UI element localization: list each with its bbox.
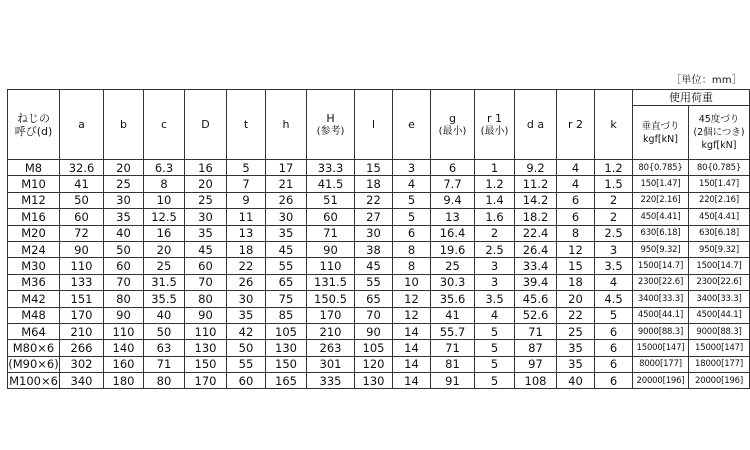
cell-da: 52.6: [515, 307, 557, 323]
cell-H: 33.3: [307, 160, 355, 176]
cell-D: 45: [185, 241, 227, 257]
cell-d45: 4500[44.1]: [689, 307, 750, 323]
cell-da: 97: [515, 356, 557, 372]
cell-e: 14: [393, 340, 431, 356]
header-b: b: [104, 90, 144, 160]
cell-D: 130: [185, 340, 227, 356]
cell-a: 32.6: [60, 160, 104, 176]
cell-h: 35: [266, 225, 307, 241]
cell-r2: 35: [557, 356, 595, 372]
cell-a: 133: [60, 274, 104, 290]
cell-r1: 1.4: [475, 192, 515, 208]
cell-d45: 3400[33.3]: [689, 291, 750, 307]
cell-l: 55: [355, 274, 393, 290]
cell-v: 220[2.16]: [633, 192, 689, 208]
cell-r1: 3.5: [475, 291, 515, 307]
cell-v: 9000[88.3]: [633, 323, 689, 339]
cell-c: 25: [144, 258, 185, 274]
cell-size: M16: [8, 209, 60, 225]
cell-k: 1.2: [595, 160, 633, 176]
cell-e: 5: [393, 209, 431, 225]
cell-c: 71: [144, 356, 185, 372]
cell-H: 131.5: [307, 274, 355, 290]
cell-b: 50: [104, 241, 144, 257]
cell-g: 55.7: [431, 323, 475, 339]
cell-d45: 9000[88.3]: [689, 323, 750, 339]
cell-b: 60: [104, 258, 144, 274]
cell-h: 17: [266, 160, 307, 176]
table-body: [8, 160, 750, 389]
cell-size: M8: [8, 160, 60, 176]
cell-r2: 6: [557, 209, 595, 225]
cell-k: 4.5: [595, 291, 633, 307]
cell-v: 1500[14.7]: [633, 258, 689, 274]
header-D: D: [185, 90, 227, 160]
cell-l: 65: [355, 291, 393, 307]
cell-size: M100×6: [9, 373, 58, 388]
cell-D: 20: [185, 176, 227, 192]
cell-b: 110: [104, 323, 144, 339]
cell-da: 11.2: [515, 176, 557, 192]
header-h: h: [266, 90, 307, 160]
cell-c: 12.5: [144, 209, 185, 225]
cell-k: 3: [595, 241, 633, 257]
cell-e: 5: [393, 192, 431, 208]
unit-note: ［単位：mm］: [671, 75, 742, 86]
cell-k: 4: [595, 274, 633, 290]
cell-D: 30: [185, 209, 227, 225]
cell-r2: 22: [557, 307, 595, 323]
cell-e: 8: [393, 241, 431, 257]
cell-l: 38: [355, 241, 393, 257]
cell-b: 20: [104, 160, 144, 176]
cell-d45: 18000[177]: [689, 356, 750, 372]
cell-e: 6: [393, 225, 431, 241]
cell-v: 80{0.785}: [633, 160, 689, 176]
cell-l: 120: [355, 356, 393, 372]
cell-v: 950[9.32]: [633, 241, 689, 257]
cell-t: 55: [227, 356, 266, 372]
cell-t: 35: [227, 307, 266, 323]
cell-D: 16: [185, 160, 227, 176]
cell-k: 5: [595, 307, 633, 323]
cell-a: 50: [60, 192, 104, 208]
table-row: [8, 356, 750, 372]
spec-table: [7, 89, 750, 389]
cell-d45: 220[2.16]: [689, 192, 750, 208]
header-da: d a: [515, 90, 557, 160]
cell-c: 40: [144, 307, 185, 323]
cell-c: 35.5: [144, 291, 185, 307]
cell-c: 8: [144, 176, 185, 192]
cell-H: 150.5: [307, 291, 355, 307]
cell-b: 70: [104, 274, 144, 290]
cell-l: 105: [355, 340, 393, 356]
cell-a: 72: [60, 225, 104, 241]
cell-r2: 35: [557, 340, 595, 356]
cell-e: 8: [393, 258, 431, 274]
cell-v: 15000[147]: [633, 340, 689, 356]
cell-da: 45.6: [515, 291, 557, 307]
cell-e: 10: [393, 274, 431, 290]
table-row: [8, 241, 750, 257]
cell-t: 60: [227, 373, 266, 389]
cell-g: 9.4: [431, 192, 475, 208]
cell-c: 80: [144, 373, 185, 389]
table-row: [8, 373, 750, 389]
cell-g: 6: [431, 160, 475, 176]
cell-r1: 5: [475, 323, 515, 339]
cell-a: 340: [60, 373, 104, 389]
cell-g: 41: [431, 307, 475, 323]
cell-size: M64: [8, 323, 60, 339]
cell-d45: 1500[14.7]: [689, 258, 750, 274]
cell-r2: 15: [557, 258, 595, 274]
cell-g: 81: [431, 356, 475, 372]
cell-l: 130: [355, 373, 393, 389]
table-row: [8, 323, 750, 339]
cell-b: 140: [104, 340, 144, 356]
table-row: [8, 160, 750, 176]
cell-e: 14: [393, 373, 431, 389]
cell-r2: 18: [557, 274, 595, 290]
cell-D: 110: [185, 323, 227, 339]
cell-t: 11: [227, 209, 266, 225]
cell-b: 40: [104, 225, 144, 241]
cell-h: 85: [266, 307, 307, 323]
cell-l: 45: [355, 258, 393, 274]
cell-r1: 2: [475, 225, 515, 241]
cell-a: 151: [60, 291, 104, 307]
cell-da: 26.4: [515, 241, 557, 257]
cell-size: M48: [8, 307, 60, 323]
cell-r1: 5: [475, 356, 515, 372]
cell-da: 9.2: [515, 160, 557, 176]
cell-size: M30: [8, 258, 60, 274]
header-a: a: [60, 90, 104, 160]
cell-D: 35: [185, 225, 227, 241]
cell-t: 7: [227, 176, 266, 192]
cell-D: 60: [185, 258, 227, 274]
cell-h: 30: [266, 209, 307, 225]
cell-e: 3: [393, 160, 431, 176]
cell-H: 90: [307, 241, 355, 257]
cell-h: 55: [266, 258, 307, 274]
cell-g: 91: [431, 373, 475, 389]
cell-r1: 5: [475, 373, 515, 389]
cell-t: 13: [227, 225, 266, 241]
cell-r1: 3: [475, 274, 515, 290]
cell-h: 130: [266, 340, 307, 356]
cell-t: 50: [227, 340, 266, 356]
cell-v: 8000[177]: [633, 356, 689, 372]
cell-v: 150[1.47]: [633, 176, 689, 192]
cell-l: 18: [355, 176, 393, 192]
cell-v: 450[4.41]: [633, 209, 689, 225]
cell-r1: 1: [475, 160, 515, 176]
cell-d45: 450[4.41]: [689, 209, 750, 225]
cell-d45: 80{0.785}: [689, 160, 750, 176]
cell-c: 10: [144, 192, 185, 208]
table-row: [8, 340, 750, 356]
cell-g: 35.6: [431, 291, 475, 307]
cell-v: 3400[33.3]: [633, 291, 689, 307]
cell-D: 170: [185, 373, 227, 389]
cell-v: 2300[22.6]: [633, 274, 689, 290]
header-load-45: 45度づり (2個につき) kgf[kN]: [689, 106, 750, 160]
cell-r2: 25: [557, 323, 595, 339]
cell-h: 65: [266, 274, 307, 290]
cell-size: M10: [8, 176, 60, 192]
cell-size: M12: [8, 192, 60, 208]
cell-h: 75: [266, 291, 307, 307]
cell-r1: 5: [475, 340, 515, 356]
table-row: [8, 176, 750, 192]
cell-D: 150: [185, 356, 227, 372]
cell-g: 30.3: [431, 274, 475, 290]
cell-r2: 8: [557, 225, 595, 241]
cell-da: 14.2: [515, 192, 557, 208]
cell-H: 60: [307, 209, 355, 225]
cell-k: 6: [595, 340, 633, 356]
cell-e: 14: [393, 323, 431, 339]
header-e: e: [393, 90, 431, 160]
cell-H: 263: [307, 340, 355, 356]
cell-h: 150: [266, 356, 307, 372]
cell-da: 33.4: [515, 258, 557, 274]
table-header: [8, 90, 750, 160]
cell-a: 210: [60, 323, 104, 339]
cell-r1: 3: [475, 258, 515, 274]
cell-H: 71: [307, 225, 355, 241]
table-row: [8, 307, 750, 323]
cell-b: 90: [104, 307, 144, 323]
cell-e: 12: [393, 307, 431, 323]
cell-da: 18.2: [515, 209, 557, 225]
cell-c: 20: [144, 241, 185, 257]
cell-da: 39.4: [515, 274, 557, 290]
cell-k: 2: [595, 209, 633, 225]
cell-d45: 630[6.18]: [689, 225, 750, 241]
cell-c: 50: [144, 323, 185, 339]
table-row: [8, 291, 750, 307]
cell-l: 30: [355, 225, 393, 241]
cell-b: 30: [104, 192, 144, 208]
cell-d45: 15000[147]: [689, 340, 750, 356]
cell-b: 35: [104, 209, 144, 225]
cell-da: 22.4: [515, 225, 557, 241]
cell-size: M20: [8, 225, 60, 241]
cell-d45: 2300[22.6]: [689, 274, 750, 290]
cell-da: 71: [515, 323, 557, 339]
header-load-group: 使用荷重: [633, 90, 750, 106]
cell-d45: 20000[196]: [689, 373, 750, 389]
table-row: [8, 258, 750, 274]
cell-size: M80×6: [8, 340, 60, 356]
cell-t: 9: [227, 192, 266, 208]
cell-H: 41.5: [307, 176, 355, 192]
cell-a: 302: [60, 356, 104, 372]
cell-h: 26: [266, 192, 307, 208]
header-g: g (最小): [431, 90, 475, 160]
cell-k: 6: [595, 356, 633, 372]
cell-D: 80: [185, 291, 227, 307]
cell-g: 16.4: [431, 225, 475, 241]
cell-k: 1.5: [595, 176, 633, 192]
cell-l: 70: [355, 307, 393, 323]
cell-k: 2: [595, 192, 633, 208]
cell-k: 2.5: [595, 225, 633, 241]
cell-b: 25: [104, 176, 144, 192]
cell-r1: 2.5: [475, 241, 515, 257]
cell-D: 70: [185, 274, 227, 290]
cell-a: 170: [60, 307, 104, 323]
cell-H: 335: [307, 373, 355, 389]
cell-H: 301: [307, 356, 355, 372]
header-H: H (参考): [307, 90, 355, 160]
cell-r2: 20: [557, 291, 595, 307]
cell-a: 60: [60, 209, 104, 225]
cell-e: 12: [393, 291, 431, 307]
cell-r1: 1.6: [475, 209, 515, 225]
cell-a: 41: [60, 176, 104, 192]
table-row: [8, 209, 750, 225]
cell-t: 22: [227, 258, 266, 274]
header-c: c: [144, 90, 185, 160]
cell-e: 4: [393, 176, 431, 192]
cell-v: 20000[196]: [633, 373, 689, 389]
cell-da: 87: [515, 340, 557, 356]
cell-k: 6: [595, 323, 633, 339]
header-t: t: [227, 90, 266, 160]
cell-e: 14: [393, 356, 431, 372]
cell-r2: 4: [557, 176, 595, 192]
cell-v: 4500[44.1]: [633, 307, 689, 323]
cell-c: 63: [144, 340, 185, 356]
cell-c: 6.3: [144, 160, 185, 176]
cell-t: 5: [227, 160, 266, 176]
cell-g: 19.6: [431, 241, 475, 257]
table-row: [8, 192, 750, 208]
cell-g: 71: [431, 340, 475, 356]
cell-d45: 150[1.47]: [689, 176, 750, 192]
cell-g: 25: [431, 258, 475, 274]
cell-da: 108: [515, 373, 557, 389]
cell-h: 45: [266, 241, 307, 257]
table-row: [8, 274, 750, 290]
cell-size: M42: [8, 291, 60, 307]
cell-H: 210: [307, 323, 355, 339]
cell-r2: 40: [557, 373, 595, 389]
header-r1: r 1 (最小): [475, 90, 515, 160]
cell-H: 170: [307, 307, 355, 323]
cell-H: 110: [307, 258, 355, 274]
cell-g: 13: [431, 209, 475, 225]
header-l: l: [355, 90, 393, 160]
cell-h: 105: [266, 323, 307, 339]
cell-b: 80: [104, 291, 144, 307]
header-r2: r 2: [557, 90, 595, 160]
header-k: k: [595, 90, 633, 160]
cell-d45: 950[9.32]: [689, 241, 750, 257]
header-load-vertical: 垂直づり kgf[kN]: [633, 106, 689, 160]
cell-g: 7.7: [431, 176, 475, 192]
cell-D: 25: [185, 192, 227, 208]
header-size: ねじの 呼び(d): [8, 90, 60, 160]
cell-D: 90: [185, 307, 227, 323]
table-row: [8, 225, 750, 241]
cell-r1: 1.2: [475, 176, 515, 192]
cell-r1: 4: [475, 307, 515, 323]
cell-h: 165: [266, 373, 307, 389]
cell-a: 110: [60, 258, 104, 274]
cell-l: 22: [355, 192, 393, 208]
cell-b: 180: [104, 373, 144, 389]
cell-l: 15: [355, 160, 393, 176]
cell-size: M24: [8, 241, 60, 257]
cell-size: (M90×6): [8, 357, 59, 372]
cell-k: 3.5: [595, 258, 633, 274]
cell-a: 266: [60, 340, 104, 356]
cell-t: 42: [227, 323, 266, 339]
cell-k: 6: [595, 373, 633, 389]
cell-t: 26: [227, 274, 266, 290]
cell-b: 160: [104, 356, 144, 372]
cell-H: 51: [307, 192, 355, 208]
cell-size: M36: [8, 274, 60, 290]
cell-r2: 6: [557, 192, 595, 208]
cell-t: 18: [227, 241, 266, 257]
cell-v: 630[6.18]: [633, 225, 689, 241]
cell-t: 30: [227, 291, 266, 307]
cell-r2: 4: [557, 160, 595, 176]
cell-c: 16: [144, 225, 185, 241]
cell-c: 31.5: [144, 274, 185, 290]
cell-r2: 12: [557, 241, 595, 257]
cell-a: 90: [60, 241, 104, 257]
cell-l: 90: [355, 323, 393, 339]
cell-h: 21: [266, 176, 307, 192]
cell-l: 27: [355, 209, 393, 225]
